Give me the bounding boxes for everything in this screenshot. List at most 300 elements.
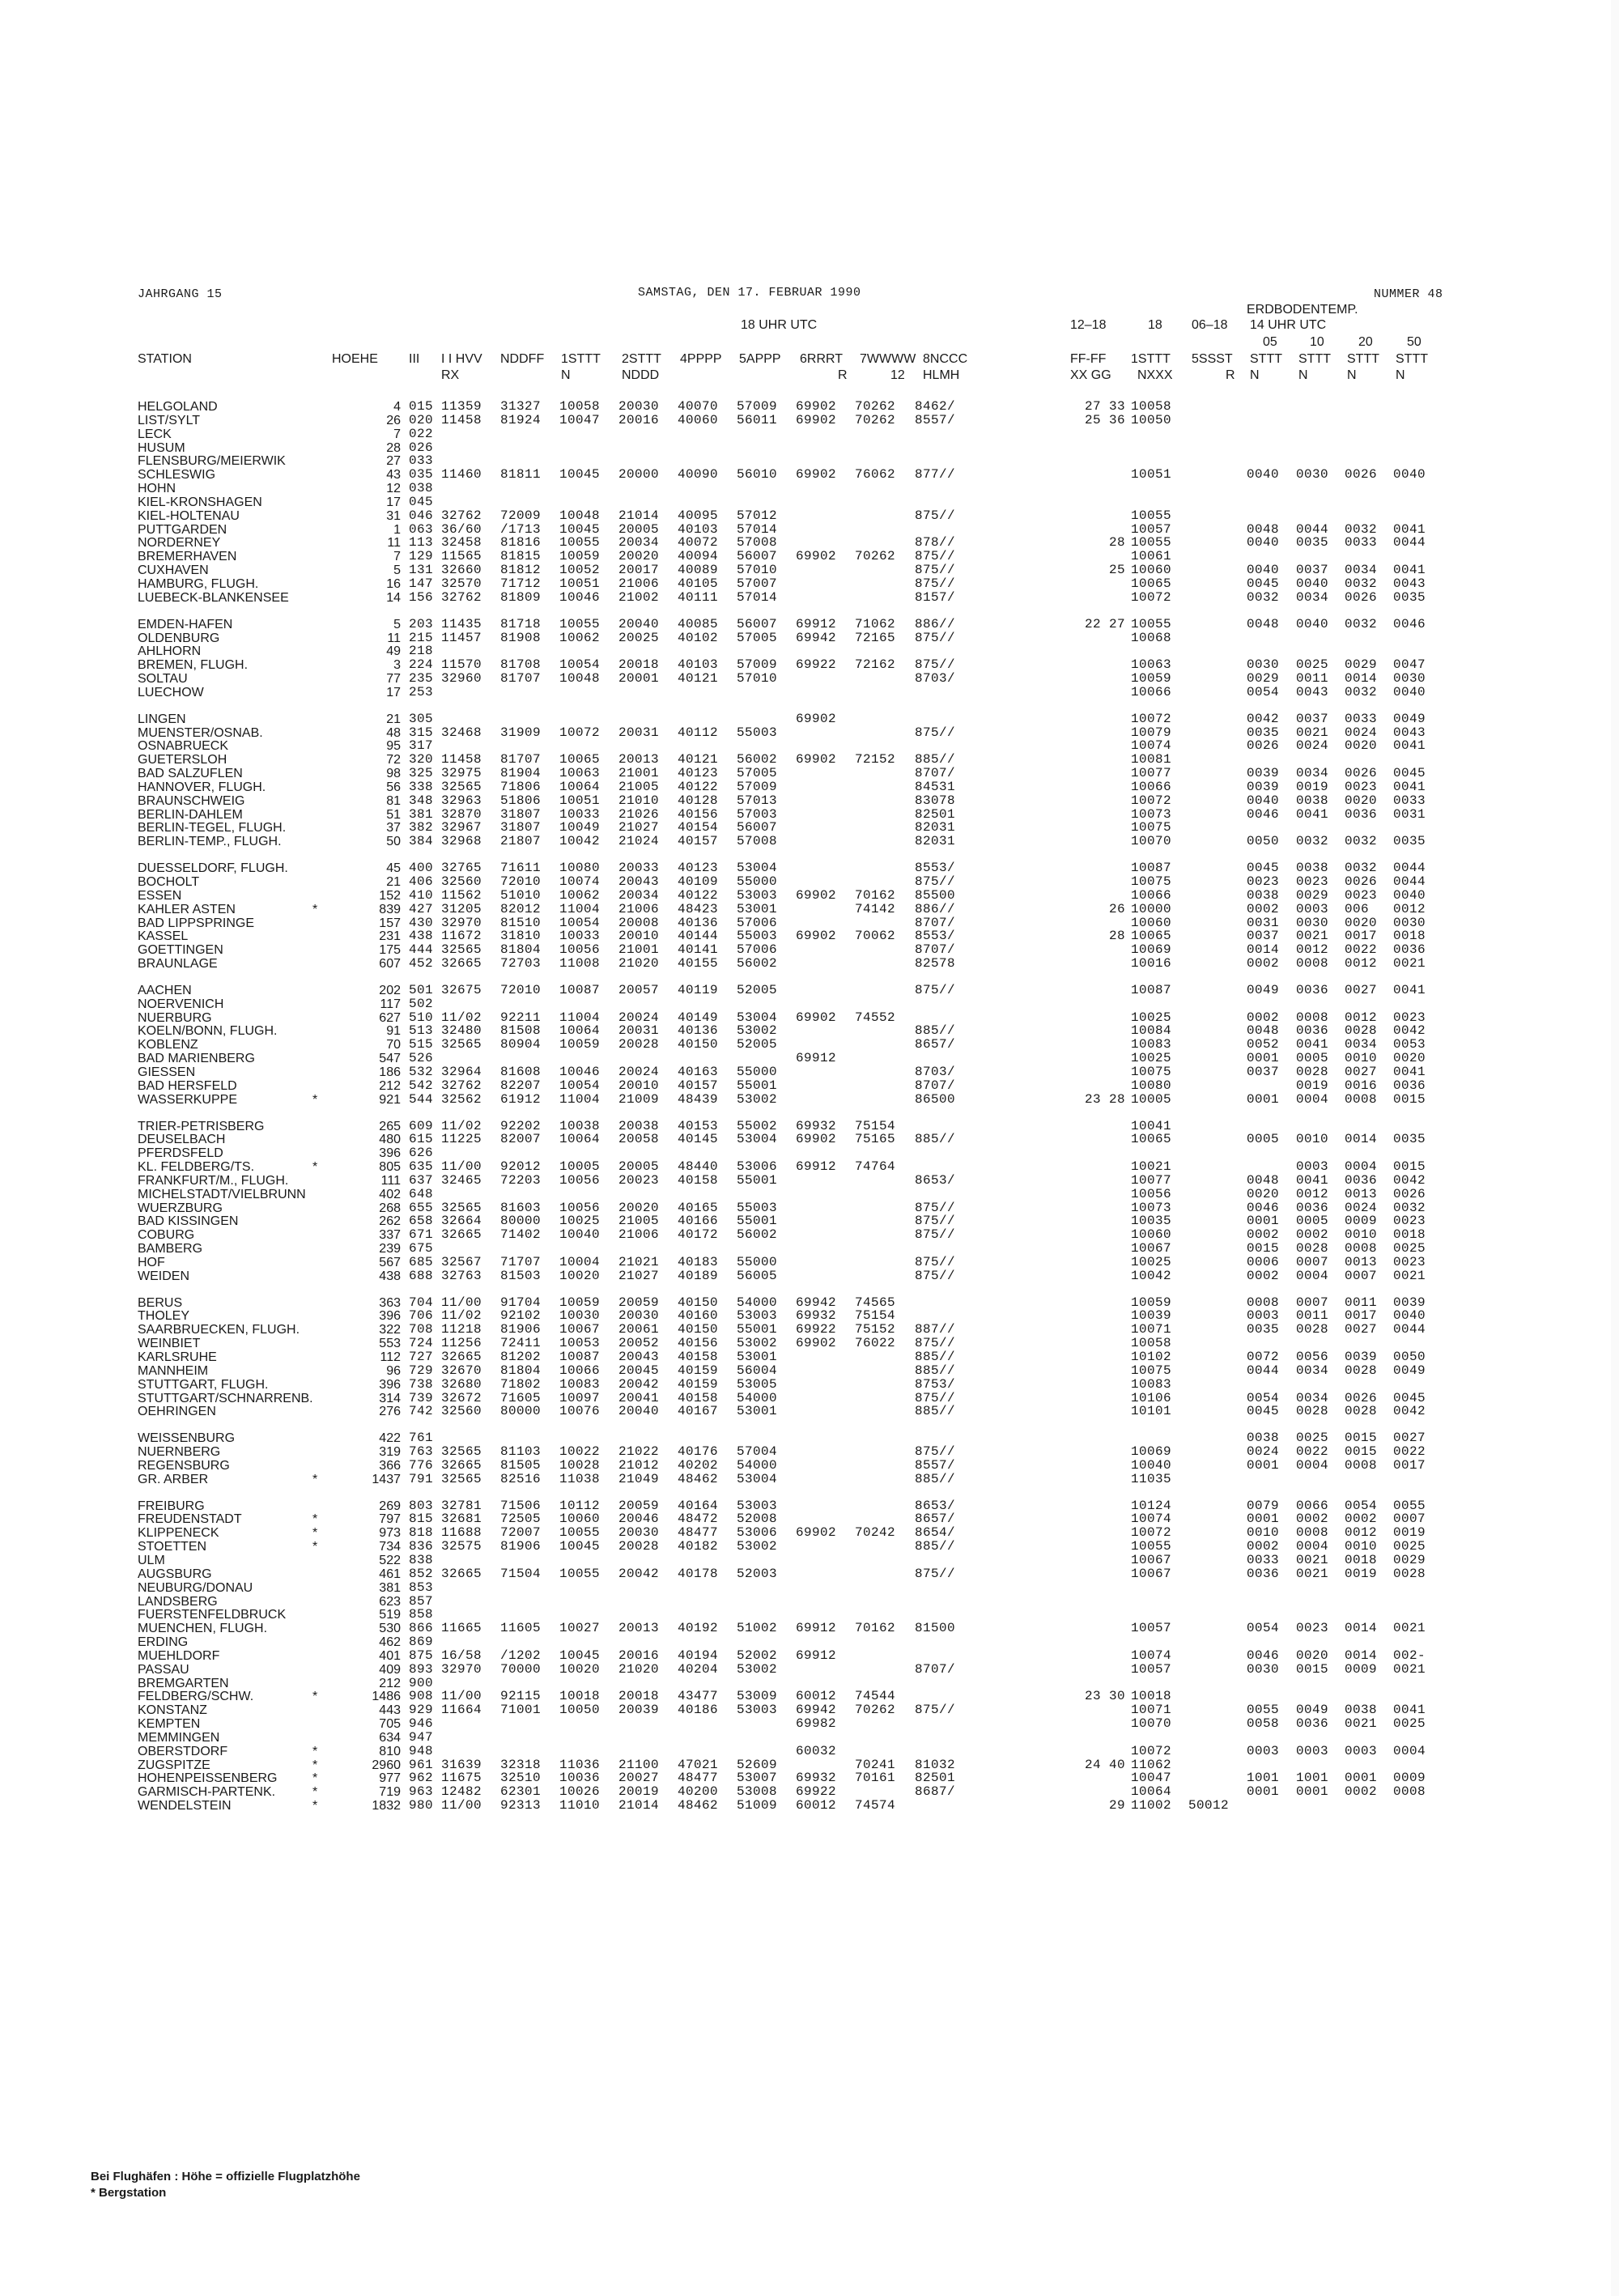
stt1b-cell: 10069 [1131, 1444, 1172, 1460]
stt1-cell: 10087 [559, 1350, 601, 1364]
stt1-cell: 10046 [559, 589, 601, 605]
nccc-cell: 8553/ [915, 861, 956, 876]
soil-10-header: STTT [1298, 352, 1331, 366]
mountain-marker: * [312, 1092, 318, 1107]
soil-10-cell: 0036 [1296, 1716, 1329, 1732]
soil-20-cell: 0032 [1345, 521, 1378, 537]
station-row [138, 686, 1465, 699]
ii-hvv-cell: 32665 [441, 1566, 482, 1581]
hoehe-cell: 49 [386, 644, 401, 659]
iii-cell: 224 [409, 657, 434, 673]
nccc-cell: 8653/ [915, 1498, 956, 1513]
stt1b-cell: 10063 [1131, 657, 1172, 673]
nccc-cell: 875// [915, 1214, 956, 1229]
station-row [138, 536, 1465, 550]
soil-10-cell: 0028 [1296, 1241, 1329, 1256]
soil-20-cell: 0008 [1345, 1241, 1378, 1256]
stt2-cell: 20018 [618, 1689, 660, 1704]
station-row [138, 1731, 1465, 1745]
soil-05-cell: 0045 [1247, 1404, 1280, 1419]
appp-cell: 55001 [737, 1078, 778, 1093]
soil-20-cell: 0024 [1345, 1200, 1378, 1215]
stt1b-cell: 10059 [1131, 671, 1172, 687]
station-name: GUETERSLOH [138, 753, 227, 767]
station-name: DEUSELBACH [138, 1133, 226, 1147]
station-row [138, 1526, 1465, 1540]
appp-cell: 55002 [737, 1118, 778, 1133]
ii-hvv-cell: 11664 [441, 1703, 482, 1718]
pppp-cell: 43477 [678, 1689, 719, 1704]
hoehe-cell: 11 [387, 631, 401, 645]
hoehe-cell: 12 [386, 482, 401, 496]
stt1b-cell: 10075 [1131, 1064, 1172, 1079]
nccc-cell: 8557/ [915, 1457, 956, 1473]
appp-cell: 53003 [737, 1703, 778, 1718]
wwww-cell: 72165 [855, 630, 896, 645]
stt2-cell: 21014 [618, 508, 660, 523]
soil-50-cell: 0019 [1393, 1525, 1426, 1541]
ii-hvv-cell: 11/02 [441, 1308, 482, 1324]
station-name: HOF [138, 1255, 165, 1269]
station-row [138, 957, 1465, 971]
nddff-cell: 80904 [500, 1037, 542, 1052]
soil-50-cell: 0040 [1393, 467, 1426, 483]
stt1-cell: 10005 [559, 1159, 601, 1175]
rx-header: RX [441, 368, 460, 382]
soil-20-cell: 0032 [1345, 684, 1378, 699]
iii-cell: 818 [409, 1525, 434, 1541]
hoehe-cell: 462 [379, 1635, 401, 1650]
pppp-cell: 40153 [678, 1118, 719, 1133]
station-row [138, 591, 1465, 605]
stt2-cell: 21006 [618, 1227, 660, 1243]
nccc-cell: 875// [915, 1444, 956, 1460]
stt1-cell: 10055 [559, 1566, 601, 1581]
period-06-18-header: 06–18 [1192, 318, 1228, 332]
nccc-cell: 875// [915, 1227, 956, 1243]
stt2-cell: 20042 [618, 1566, 660, 1581]
iii-cell: 532 [409, 1064, 434, 1079]
soil-20-cell: 0028 [1345, 1404, 1378, 1419]
hoehe-cell: 2960 [372, 1758, 401, 1772]
soil-50-cell: 0044 [1393, 861, 1426, 876]
iii-cell: 961 [409, 1757, 434, 1772]
stt1-cell: 10056 [559, 942, 601, 958]
hoehe-cell: 269 [379, 1499, 401, 1513]
hoehe-cell: 17 [386, 495, 401, 509]
stt2-cell: 21020 [618, 1661, 660, 1677]
stt1b-cell: 10070 [1131, 834, 1172, 849]
nccc-cell: 8462/ [915, 399, 956, 414]
hoehe-cell: 396 [379, 1146, 401, 1161]
group-separator [138, 1418, 1465, 1431]
iii-cell: 838 [409, 1552, 434, 1567]
nccc-cell: 875// [915, 1390, 956, 1405]
nccc-cell: 8707/ [915, 1661, 956, 1677]
station-row [138, 563, 1465, 577]
stt2-header: 2STTT [622, 352, 661, 366]
soil-50-cell: 0018 [1393, 1227, 1426, 1243]
ffff-cell: 29 [1108, 1798, 1125, 1813]
ii-hvv-cell: 32964 [441, 1064, 482, 1079]
soil-10-cell: 0032 [1296, 834, 1329, 849]
ii-hvv-cell: 11225 [441, 1132, 482, 1147]
iii-header: III [409, 352, 420, 366]
station-row [138, 1120, 1465, 1133]
station-row [138, 1309, 1465, 1323]
stt2-cell: 21020 [618, 956, 660, 972]
soil-10-cell: 0030 [1296, 915, 1329, 930]
soil-50-cell: 0031 [1393, 806, 1426, 822]
ii-hvv-cell: 32565 [441, 1200, 482, 1215]
stt1b-cell: 10075 [1131, 820, 1172, 835]
soil-05-cell: 0036 [1247, 1566, 1280, 1581]
nccc-cell: 886// [915, 616, 956, 631]
pppp-cell: 48472 [678, 1512, 719, 1527]
stt1b-cell: 10051 [1131, 467, 1172, 483]
stt1b-cell: 10056 [1131, 1186, 1172, 1201]
soil-20-cell: 0034 [1345, 1037, 1378, 1052]
ii-hvv-cell: 32967 [441, 820, 482, 835]
ii-hvv-cell: 11665 [441, 1621, 482, 1636]
soil-10-cell: 0021 [1296, 1566, 1329, 1581]
iii-cell: 724 [409, 1336, 434, 1351]
hoehe-cell: 276 [379, 1405, 401, 1419]
soil-20-cell: 0033 [1345, 711, 1378, 726]
hoehe-cell: 627 [379, 1010, 401, 1025]
stt1b-cell: 10065 [1131, 929, 1172, 944]
station-row [138, 929, 1465, 943]
nddff-cell: 92211 [500, 1010, 542, 1025]
soil-20-cell: 0026 [1345, 467, 1378, 483]
nddff-cell: 71605 [500, 1390, 542, 1405]
stt1b-cell: 10055 [1131, 616, 1172, 631]
appp-cell: 56002 [737, 956, 778, 972]
hoehe-cell: 396 [379, 1309, 401, 1324]
soil-10-cell: 0001 [1296, 1784, 1329, 1800]
soil-10-cell: 0049 [1296, 1703, 1329, 1718]
station-name: FREUDENSTADT [138, 1512, 242, 1527]
stt1-cell: 10049 [559, 820, 601, 835]
pppp-cell: 40166 [678, 1214, 719, 1229]
station-row [138, 400, 1465, 414]
station-row [138, 441, 1465, 455]
soil-20-cell: 0015 [1345, 1444, 1378, 1460]
period-12-18-header: 12–18 [1070, 318, 1107, 332]
stt1-cell: 10020 [559, 1661, 601, 1677]
soil-05-cell: 0002 [1247, 1227, 1280, 1243]
soil-05-cell: 0033 [1247, 1552, 1280, 1567]
station-row [138, 618, 1465, 631]
hoehe-cell: 212 [379, 1676, 401, 1690]
soil-10-cell: 0040 [1296, 576, 1329, 591]
soil-50-cell: 0040 [1393, 887, 1426, 903]
station-row [138, 1758, 1465, 1772]
pppp-cell: 40194 [678, 1648, 719, 1663]
stt1-cell: 10022 [559, 1444, 601, 1460]
soil-10-cell: 0034 [1296, 1363, 1329, 1378]
rrrt-cell: 69902 [796, 412, 837, 427]
soil-10-cell: 0003 [1296, 901, 1329, 916]
ffff-cell: 26 [1108, 901, 1125, 916]
ffff-header: FF-FF [1070, 352, 1107, 366]
stt1-cell: 10064 [559, 1023, 601, 1039]
soil-20-cell: 0011 [1345, 1295, 1378, 1310]
iii-cell: 502 [409, 996, 434, 1011]
pppp-cell: 48439 [678, 1091, 719, 1107]
soil-10-cell: 0028 [1296, 1064, 1329, 1079]
stt1-cell: 10063 [559, 766, 601, 781]
stt1b-cell: 10065 [1131, 1132, 1172, 1147]
appp-cell: 57004 [737, 1444, 778, 1460]
stt1-cell: 11004 [559, 1010, 601, 1025]
hoehe-cell: 719 [379, 1785, 401, 1800]
station-name: ERDING [138, 1635, 189, 1650]
station-row [138, 1256, 1465, 1269]
iii-cell: 147 [409, 576, 434, 591]
hoehe-cell: 381 [379, 1580, 401, 1595]
pppp-cell: 40159 [678, 1376, 719, 1392]
soil-05-cell: 0040 [1247, 793, 1280, 808]
soil-20-cell: 0002 [1345, 1784, 1378, 1800]
soil-10-cell: 0004 [1296, 1457, 1329, 1473]
stt1-cell: 10087 [559, 982, 601, 997]
appp-cell: 53002 [737, 1336, 778, 1351]
soil-05-cell: 0040 [1247, 563, 1280, 578]
ii-hvv-cell: 11218 [441, 1322, 482, 1337]
pppp-cell: 40157 [678, 1078, 719, 1093]
stt1b-cell: 10035 [1131, 1214, 1172, 1229]
appp-cell: 56007 [737, 616, 778, 631]
hoehe-cell: 117 [380, 997, 401, 1011]
hoehe-cell: 366 [379, 1458, 401, 1473]
stt1-cell: 10048 [559, 671, 601, 687]
wwww-cell: 76062 [855, 467, 896, 483]
soil-05-cell: 0042 [1247, 711, 1280, 726]
iii-cell: 908 [409, 1689, 434, 1704]
station-name: MUENSTER/OSNAB. [138, 725, 263, 740]
soil-50-cell: 0033 [1393, 793, 1426, 808]
iii-cell: 444 [409, 942, 434, 958]
soil-05-cell: 0031 [1247, 915, 1280, 930]
station-row [138, 903, 1465, 916]
nddff-cell: 72203 [500, 1172, 542, 1188]
stt2-cell: 20008 [618, 915, 660, 930]
nddff-cell: 51806 [500, 793, 542, 808]
soil-20-cell: 0008 [1345, 1091, 1378, 1107]
soil-05-cell: 0054 [1247, 1390, 1280, 1405]
soil-10-cell: 0010 [1296, 1132, 1329, 1147]
iii-cell: 131 [409, 563, 434, 578]
nccc-cell: 885// [915, 1132, 956, 1147]
pppp-cell: 40145 [678, 1132, 719, 1147]
station-name: MICHELSTADT/VIELBRUNN [138, 1187, 306, 1201]
iii-cell: 438 [409, 929, 434, 944]
appp-cell: 57008 [737, 535, 778, 551]
stt1-cell: 10055 [559, 535, 601, 551]
stt2-cell: 20052 [618, 1336, 660, 1351]
soil-20-cell: 0032 [1345, 576, 1378, 591]
stt1b-cell: 10025 [1131, 1254, 1172, 1269]
stt1b-cell: 10060 [1131, 1227, 1172, 1243]
nccc-cell: 81032 [915, 1757, 956, 1772]
station-name: STUTTGART/SCHNARRENB. [138, 1391, 313, 1405]
pppp-cell: 40144 [678, 929, 719, 944]
stt2-cell: 20043 [618, 1350, 660, 1364]
soil-50-cell: 0026 [1393, 1186, 1426, 1201]
stt1b-cell: 10025 [1131, 1010, 1172, 1025]
nddff-cell: 31327 [500, 399, 542, 414]
soil-05-cell: 0055 [1247, 1703, 1280, 1718]
ii-hvv-cell: 11/02 [441, 1118, 482, 1133]
iii-cell: 685 [409, 1254, 434, 1269]
hoehe-cell: 186 [379, 1065, 401, 1079]
pppp-cell: 40128 [678, 793, 719, 808]
soil-10-cell: 0041 [1296, 1172, 1329, 1188]
soil-05-cell: 0054 [1247, 1621, 1280, 1636]
soil-50-cell: 0036 [1393, 942, 1426, 958]
soil-05-cell: 0001 [1247, 1091, 1280, 1107]
soil-20-cell: 0010 [1345, 1227, 1378, 1243]
soil-05-cell: 0072 [1247, 1350, 1280, 1364]
time-group-header: 18 UHR UTC [741, 318, 818, 332]
station-name: MEMMINGEN [138, 1730, 220, 1745]
soil-10-cell: 0004 [1296, 1539, 1329, 1554]
soil-10-cell: 0020 [1296, 1648, 1329, 1663]
soil-20-cell: 0017 [1345, 929, 1378, 944]
soil-50-cell: 0039 [1393, 1295, 1426, 1310]
nccc-cell: 82501 [915, 1771, 956, 1786]
soil-10-cell: 0041 [1296, 806, 1329, 822]
iii-cell: 853 [409, 1580, 434, 1595]
soil-10-cell: 0037 [1296, 563, 1329, 578]
ffff-cell: 24 40 [1084, 1757, 1125, 1772]
nddff-cell: 81809 [500, 589, 542, 605]
station-name: BOCHOLT [138, 875, 200, 889]
station-row [138, 1392, 1465, 1405]
soil-05-cell: 0048 [1247, 521, 1280, 537]
pppp-cell: 40095 [678, 508, 719, 523]
nddff-cell: 71712 [500, 576, 542, 591]
stt1-cell: 10018 [559, 1689, 601, 1704]
nccc-cell: 875// [915, 1268, 956, 1283]
ii-hvv-cell: 16/58 [441, 1648, 482, 1663]
soil-50-cell: 0032 [1393, 1200, 1426, 1215]
station-name: FELDBERG/SCHW. [138, 1690, 254, 1704]
iii-cell: 400 [409, 861, 434, 876]
stt1b-cell: 10071 [1131, 1703, 1172, 1718]
hoehe-cell: 567 [379, 1255, 401, 1269]
soil-50-cell: 002- [1393, 1648, 1426, 1663]
nccc-cell: 82031 [915, 820, 956, 835]
soil-05-cell: 0038 [1247, 887, 1280, 903]
soil-50-cell: 0017 [1393, 1457, 1426, 1473]
wwww-cell: 74544 [855, 1689, 896, 1704]
rrrt-cell: 69902 [796, 887, 837, 903]
wwww-cell: 70062 [855, 929, 896, 944]
hoehe-cell: 152 [379, 888, 401, 903]
hoehe-cell: 810 [379, 1744, 401, 1758]
nddff-cell: 82207 [500, 1078, 542, 1093]
station-row [138, 1431, 1465, 1445]
stt1b-cell: 10050 [1131, 412, 1172, 427]
soil-10-cell: 0028 [1296, 1322, 1329, 1337]
nddff-cell: 92115 [500, 1689, 542, 1704]
soil-10-cell: 0023 [1296, 1621, 1329, 1636]
ii-hvv-cell: 32565 [441, 1037, 482, 1052]
stt1-cell: 10051 [559, 793, 601, 808]
stt1b-cell: 10083 [1131, 1376, 1172, 1392]
appp-cell: 57014 [737, 589, 778, 605]
hoehe-cell: 522 [379, 1553, 401, 1567]
soil-05-cell: 0040 [1247, 467, 1280, 483]
station-name: LECK [138, 427, 172, 441]
footnote-mountain-station: * Bergstation [91, 2186, 167, 2200]
soil-10-cell: 0015 [1296, 1661, 1329, 1677]
stt1-cell: 10040 [559, 1227, 601, 1243]
hoehe-cell: 21 [386, 875, 401, 889]
iii-cell: 305 [409, 711, 434, 726]
nddff-cell: 72007 [500, 1525, 542, 1541]
hoehe-cell: 553 [379, 1337, 401, 1351]
ii-hvv-cell: 32560 [441, 874, 482, 889]
nccc-cell: 8157/ [915, 589, 956, 605]
appp-cell: 53003 [737, 1308, 778, 1324]
station-row [138, 509, 1465, 523]
group-separator [138, 1283, 1465, 1296]
wwww-cell: 74565 [855, 1295, 896, 1310]
nccc-cell: 8557/ [915, 412, 956, 427]
ii-hvv-cell: 11/00 [441, 1295, 482, 1310]
iii-cell: 315 [409, 725, 434, 740]
soil-05-cell: 0050 [1247, 834, 1280, 849]
soil-10-cell: 0011 [1296, 671, 1329, 687]
nccc-cell: 875// [915, 1200, 956, 1215]
hour-18-header: 18 [1148, 318, 1162, 332]
soil-20-cell: 0034 [1345, 563, 1378, 578]
hoehe-cell: 438 [379, 1269, 401, 1283]
stt2-cell: 20040 [618, 616, 660, 631]
station-row [138, 1065, 1465, 1079]
soil-05-cell: 0046 [1247, 1648, 1280, 1663]
nddff-cell: 92313 [500, 1798, 542, 1813]
soil-20-cell: 0007 [1345, 1268, 1378, 1283]
ffff-cell: 23 30 [1084, 1689, 1125, 1704]
station-name: BREMGARTEN [138, 1676, 229, 1690]
ii-hvv-cell: 11/02 [441, 1010, 482, 1025]
nddff-cell: 92102 [500, 1308, 542, 1324]
stt1-cell: 10072 [559, 725, 601, 740]
stt1b-header: 1STTT [1131, 352, 1171, 366]
soil-05-cell: 0079 [1247, 1498, 1280, 1513]
appp-cell: 57007 [737, 576, 778, 591]
station-name: BAD KISSINGEN [138, 1214, 239, 1229]
hoehe-cell: 50 [386, 835, 401, 849]
station-row [138, 468, 1465, 482]
soil-20-cell: 0020 [1345, 793, 1378, 808]
wwww-cell: 75152 [855, 1322, 896, 1337]
nccc-cell: 875// [915, 576, 956, 591]
hoehe-cell: 111 [380, 1173, 401, 1188]
nccc-cell: 8753/ [915, 1376, 956, 1392]
erdboden-time-header: 14 UHR UTC [1250, 318, 1327, 332]
ii-hvv-cell: 11458 [441, 412, 482, 427]
stt1-cell: 10076 [559, 1404, 601, 1419]
wwww-cell: 71062 [855, 616, 896, 631]
soil-05-cell: 0035 [1247, 1322, 1280, 1337]
iii-cell: 658 [409, 1214, 434, 1229]
date-label: SAMSTAG, DEN 17. FEBRUAR 1990 [638, 286, 861, 300]
